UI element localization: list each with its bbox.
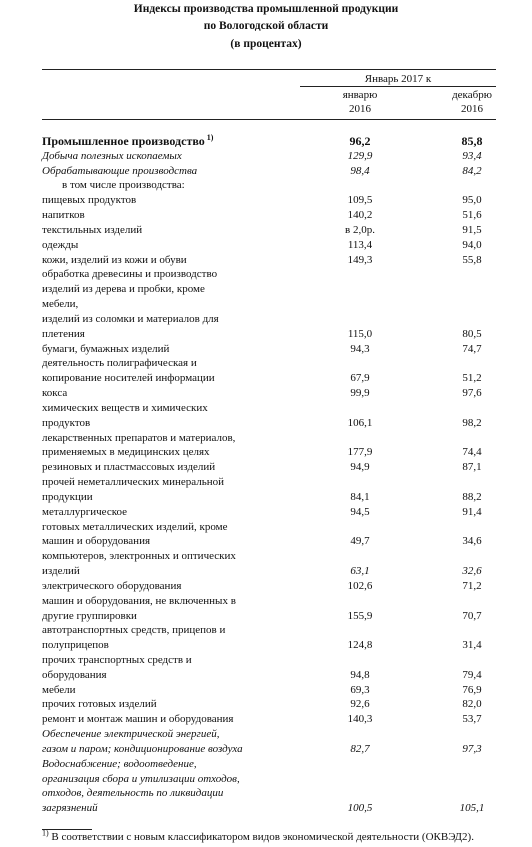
value-vs-jan-2016: 177,9 bbox=[347, 446, 373, 459]
row-label-line: компьютеров, электронных и оптических bbox=[42, 550, 236, 563]
row-label bbox=[42, 460, 277, 475]
header-mid-rule bbox=[300, 86, 496, 87]
footnote bbox=[42, 828, 522, 844]
row-label-line: мебели bbox=[42, 683, 76, 696]
value-vs-jan-2016: 94,5 bbox=[350, 505, 370, 518]
row-label bbox=[42, 164, 277, 179]
footnote-text: В соответствии с новым классификатором видов экономической деятельности (ОКВЭД2). bbox=[48, 831, 474, 843]
row-label-line: ремонт и монтаж машин и оборудования bbox=[42, 713, 234, 726]
row-label-line: Обеспечение электрической энергией, bbox=[42, 728, 220, 741]
table-row bbox=[0, 178, 532, 193]
value-vs-jan-2016: 99,9 bbox=[350, 387, 370, 400]
row-label-line: копирование носителей информации bbox=[42, 372, 215, 385]
table-subtitle-region: по Вологодской области bbox=[203, 20, 329, 32]
value-vs-dec-2016: 76,9 bbox=[462, 683, 482, 696]
row-label-line: изделий bbox=[42, 565, 80, 578]
value-vs-jan-2016: 49,7 bbox=[350, 535, 370, 548]
row-label bbox=[42, 594, 277, 624]
value-vs-jan-2016: 67,9 bbox=[350, 372, 370, 385]
table-row bbox=[0, 164, 532, 179]
table-row bbox=[0, 356, 532, 386]
table-row bbox=[0, 401, 532, 431]
row-label-line: организация сбора и утилизации отходов, bbox=[42, 772, 240, 785]
row-label-line: металлургическое bbox=[42, 505, 128, 518]
row-label-line: химических веществ и химических bbox=[42, 401, 208, 414]
row-label-line: резиновых и пластмассовых изделий bbox=[42, 461, 216, 474]
table-row bbox=[0, 757, 532, 816]
table-row bbox=[0, 238, 532, 253]
value-vs-jan-2016: 63,1 bbox=[350, 565, 370, 578]
value-vs-dec-2016: 31,4 bbox=[462, 639, 482, 652]
row-label bbox=[42, 520, 277, 550]
value-vs-dec-2016: 55,8 bbox=[462, 253, 482, 266]
row-label-line: машин и оборудования bbox=[42, 535, 151, 548]
row-label bbox=[42, 475, 277, 505]
row-label-line: напитков bbox=[42, 209, 85, 222]
value-vs-dec-2016: 71,2 bbox=[462, 579, 482, 592]
row-label bbox=[42, 549, 277, 579]
value-vs-jan-2016: 140,3 bbox=[347, 713, 373, 726]
header-top-rule bbox=[42, 69, 496, 70]
footnote-ref: 1) bbox=[204, 133, 214, 142]
row-label-line: прочей неметаллических минеральной bbox=[42, 476, 224, 489]
row-label bbox=[62, 178, 297, 193]
value-vs-jan-2016: 140,2 bbox=[347, 209, 373, 222]
row-label bbox=[42, 134, 277, 149]
row-label bbox=[42, 193, 277, 208]
row-label-line: загрязнений bbox=[42, 802, 98, 815]
row-label-line: мебели, bbox=[42, 298, 79, 311]
table-row bbox=[0, 594, 532, 624]
value-vs-jan-2016: 129,9 bbox=[347, 149, 373, 162]
value-vs-dec-2016: 91,4 bbox=[462, 505, 482, 518]
value-vs-jan-2016: 124,8 bbox=[347, 639, 373, 652]
table-row bbox=[0, 193, 532, 208]
row-label-line: изделий из дерева и пробки, кроме bbox=[42, 283, 205, 296]
value-vs-jan-2016: 155,9 bbox=[347, 609, 373, 622]
table-subtitle-units: (в процентах) bbox=[230, 38, 302, 50]
row-label bbox=[42, 653, 277, 683]
table-row bbox=[0, 683, 532, 698]
row-label bbox=[42, 267, 277, 341]
value-vs-jan-2016: 100,5 bbox=[347, 802, 373, 815]
row-label bbox=[42, 149, 277, 164]
row-label bbox=[42, 697, 277, 712]
row-label-line: прочих готовых изделий bbox=[42, 698, 157, 711]
row-label bbox=[42, 712, 277, 727]
row-label-line: бумаги, бумажных изделий bbox=[42, 342, 170, 355]
row-label bbox=[42, 223, 277, 238]
table-body bbox=[0, 134, 532, 816]
value-vs-jan-2016: в 2,0р. bbox=[345, 223, 375, 236]
value-vs-jan-2016: 102,6 bbox=[347, 579, 373, 592]
value-vs-jan-2016: 92,6 bbox=[350, 698, 370, 711]
value-vs-dec-2016: 97,3 bbox=[462, 742, 482, 755]
row-label-line: плетения bbox=[42, 327, 85, 340]
value-vs-jan-2016: 106,1 bbox=[347, 416, 373, 429]
value-vs-jan-2016: 84,1 bbox=[350, 490, 370, 503]
row-label-line: изделий из соломки и материалов для bbox=[42, 312, 219, 325]
row-label-line: Промышленное производство $^{1)}$ bbox=[42, 133, 214, 148]
value-vs-dec-2016: 93,4 bbox=[462, 149, 482, 162]
value-vs-jan-2016: 109,5 bbox=[347, 194, 373, 207]
row-label-line: Водоснабжение; водоотведение, bbox=[42, 757, 197, 770]
value-vs-jan-2016: 115,0 bbox=[347, 327, 373, 340]
value-vs-dec-2016: 79,4 bbox=[462, 668, 482, 681]
table-row bbox=[0, 505, 532, 520]
value-vs-dec-2016: 51,6 bbox=[462, 209, 482, 222]
row-label-line: Добыча полезных ископаемых bbox=[42, 149, 182, 162]
value-vs-jan-2016: 94,9 bbox=[350, 461, 370, 474]
row-label-line: лекарственных препаратов и материалов, bbox=[42, 431, 236, 444]
value-vs-dec-2016: 51,2 bbox=[462, 372, 482, 385]
row-label-line: продукции bbox=[42, 490, 93, 503]
value-vs-jan-2016: 113,4 bbox=[347, 238, 373, 251]
table-row bbox=[0, 208, 532, 223]
value-vs-dec-2016: 87,1 bbox=[462, 461, 482, 474]
row-label-line: газом и паром; кондиционирование воздуха bbox=[42, 742, 243, 755]
value-vs-dec-2016: 74,7 bbox=[462, 342, 482, 355]
header-col2-line2: 2016 bbox=[461, 103, 483, 115]
row-label-line: Обрабатывающие производства bbox=[42, 164, 198, 177]
value-vs-jan-2016: 94,3 bbox=[350, 342, 370, 355]
row-label-line: полуприцепов bbox=[42, 639, 109, 652]
header-period: Январь 2017 к bbox=[364, 73, 432, 85]
table-row bbox=[0, 460, 532, 475]
row-label-line: одежды bbox=[42, 238, 79, 251]
value-vs-dec-2016: 70,7 bbox=[462, 609, 482, 622]
value-vs-dec-2016: 84,2 bbox=[462, 164, 482, 177]
row-label-line: кожи, изделий из кожи и обуви bbox=[42, 253, 187, 266]
table-title: Индексы производства промышленной продукции bbox=[133, 3, 399, 15]
table-row bbox=[0, 342, 532, 357]
table-row bbox=[0, 712, 532, 727]
value-vs-dec-2016: 105,1 bbox=[459, 802, 485, 815]
table-row bbox=[0, 149, 532, 164]
row-label-line: машин и оборудования, не включенных в bbox=[42, 594, 236, 607]
table-row bbox=[0, 267, 532, 341]
row-label bbox=[42, 253, 277, 268]
footnote-marker: 1) bbox=[42, 828, 49, 838]
table-row bbox=[0, 727, 532, 757]
footnote-rule bbox=[42, 829, 92, 830]
table-row bbox=[0, 549, 532, 579]
value-vs-dec-2016: 97,6 bbox=[462, 387, 482, 400]
table-row bbox=[0, 623, 532, 653]
value-vs-dec-2016: 32,6 bbox=[462, 565, 482, 578]
row-label-line: применяемых в медицинских целях bbox=[42, 446, 210, 459]
header-bottom-rule bbox=[42, 119, 496, 120]
row-label bbox=[42, 623, 277, 653]
table-row bbox=[0, 697, 532, 712]
value-vs-dec-2016: 98,2 bbox=[462, 416, 482, 429]
value-vs-dec-2016: 53,7 bbox=[462, 713, 482, 726]
header-col1-line1: январю bbox=[342, 89, 378, 101]
row-label bbox=[42, 342, 277, 357]
row-label-line: пищевых продуктов bbox=[42, 194, 137, 207]
value-vs-dec-2016: 91,5 bbox=[462, 223, 482, 236]
row-label-line: прочих транспортных средств и bbox=[42, 653, 192, 666]
row-label-line: электрического оборудования bbox=[42, 579, 182, 592]
table-row bbox=[0, 253, 532, 268]
row-label-line: оборудования bbox=[42, 668, 107, 681]
table-row bbox=[0, 431, 532, 461]
value-vs-dec-2016: 34,6 bbox=[462, 535, 482, 548]
row-label-line: деятельность полиграфическая и bbox=[42, 357, 197, 370]
header-col1-line2: 2016 bbox=[349, 103, 371, 115]
table-row bbox=[0, 653, 532, 683]
row-label-line: текстильных изделий bbox=[42, 223, 143, 236]
table-row bbox=[0, 475, 532, 505]
row-label bbox=[42, 683, 277, 698]
value-vs-dec-2016: 85,8 bbox=[461, 134, 483, 148]
row-label-line: другие группировки bbox=[42, 609, 137, 622]
value-vs-dec-2016: 95,0 bbox=[462, 194, 482, 207]
value-vs-jan-2016: 82,7 bbox=[350, 742, 370, 755]
value-vs-dec-2016: 94,0 bbox=[462, 238, 482, 251]
value-vs-jan-2016: 96,2 bbox=[349, 134, 371, 148]
row-label bbox=[42, 386, 277, 401]
header-col2-line1: декабрю bbox=[452, 89, 492, 101]
row-label-line: обработка древесины и производство bbox=[42, 268, 218, 281]
table-row bbox=[0, 386, 532, 401]
value-vs-jan-2016: 98,4 bbox=[350, 164, 370, 177]
table-row bbox=[0, 134, 532, 149]
row-label bbox=[42, 505, 277, 520]
value-vs-dec-2016: 82,0 bbox=[462, 698, 482, 711]
value-vs-jan-2016: 94,8 bbox=[350, 668, 370, 681]
row-label bbox=[42, 356, 277, 386]
table-row bbox=[0, 579, 532, 594]
row-label bbox=[42, 579, 277, 594]
value-vs-jan-2016: 149,3 bbox=[347, 253, 373, 266]
row-label-line: автотранспортных средств, прицепов и bbox=[42, 624, 226, 637]
value-vs-jan-2016: 69,3 bbox=[350, 683, 370, 696]
row-label-line: в том числе производства: bbox=[62, 179, 185, 192]
table-row bbox=[0, 223, 532, 238]
row-label-line: отходов, деятельность по ликвидации bbox=[42, 787, 224, 800]
value-vs-dec-2016: 74,4 bbox=[462, 446, 482, 459]
row-label bbox=[42, 401, 277, 431]
value-vs-dec-2016: 80,5 bbox=[462, 327, 482, 340]
row-label bbox=[42, 727, 277, 757]
row-label bbox=[42, 431, 277, 461]
table-row bbox=[0, 520, 532, 550]
row-label bbox=[42, 238, 277, 253]
row-label bbox=[42, 208, 277, 223]
row-label-line: кокса bbox=[42, 387, 68, 400]
value-vs-dec-2016: 88,2 bbox=[462, 490, 482, 503]
row-label-line: готовых металлических изделий, кроме bbox=[42, 520, 228, 533]
row-label-line: продуктов bbox=[42, 416, 91, 429]
row-label bbox=[42, 757, 277, 816]
